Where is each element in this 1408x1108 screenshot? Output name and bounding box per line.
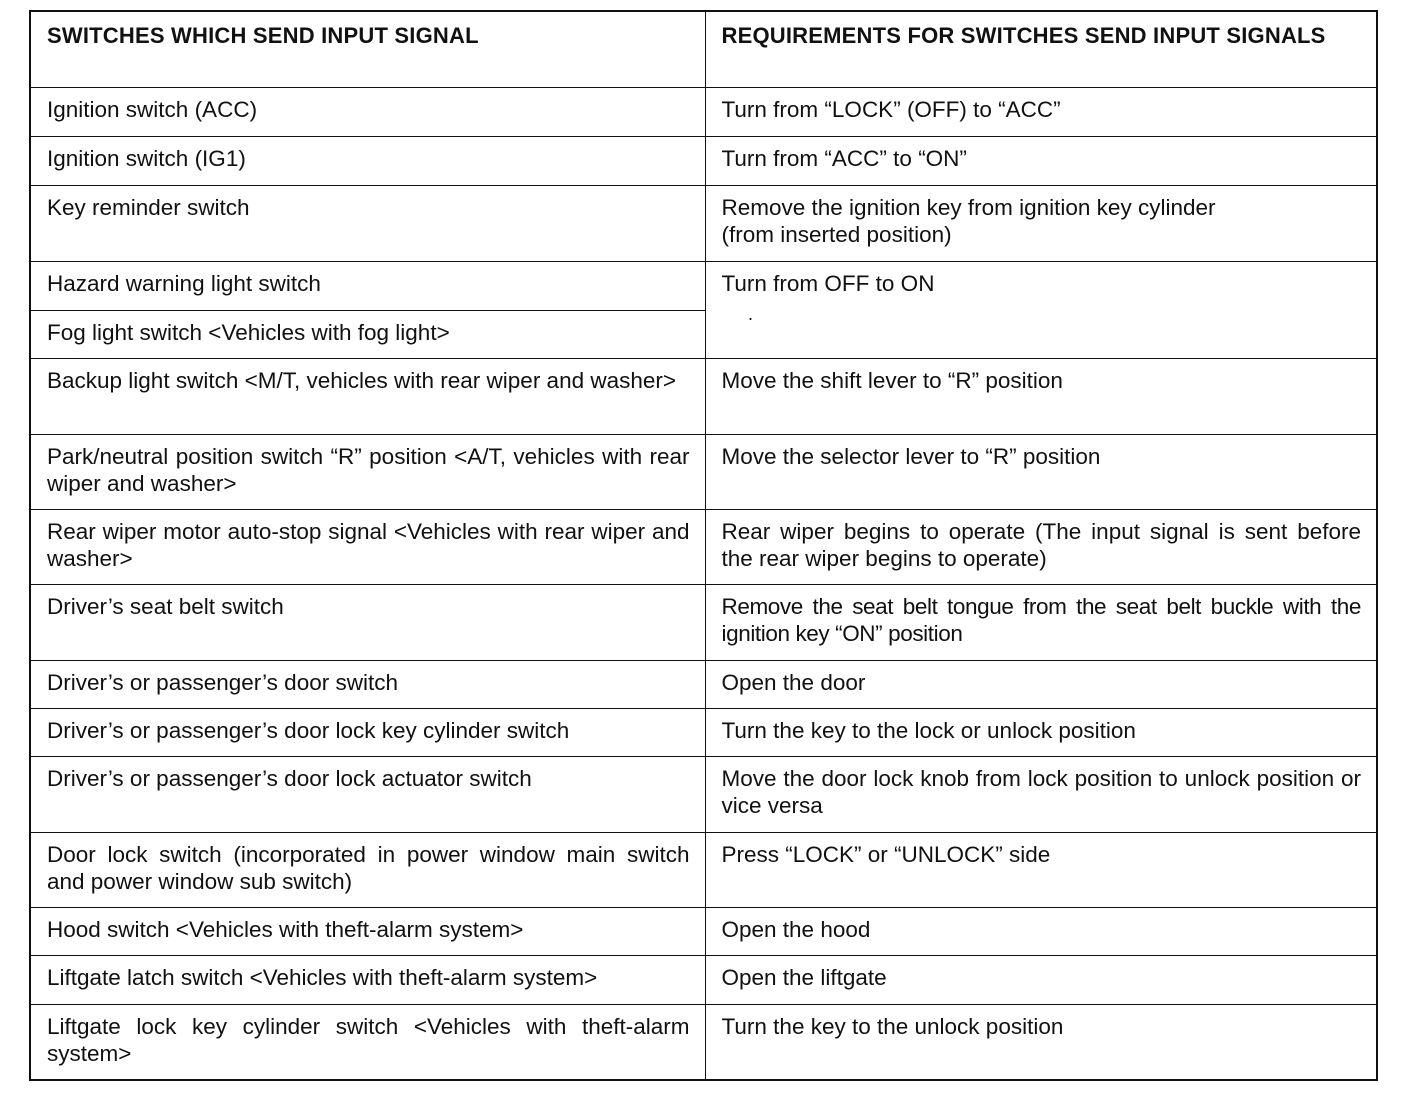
table-row	[30, 756, 1377, 832]
switch-cell: Liftgate lock key cylinder switch <Vehicles with theft-alarm system>	[30, 1004, 705, 1080]
table-row	[30, 907, 1377, 955]
switch-cell: Driver’s seat belt switch	[30, 584, 705, 660]
switch-cell: Ignition switch (IG1)	[30, 136, 705, 185]
header-requirements: REQUIREMENTS FOR SWITCHES SEND INPUT SIGNALS	[705, 11, 1377, 87]
switch-cell: Ignition switch (ACC)	[30, 87, 705, 136]
header-row	[30, 11, 1377, 87]
table-row	[30, 584, 1377, 660]
requirement-cell: Press “LOCK” or “UNLOCK” side	[705, 832, 1377, 907]
requirement-cell: Open the hood	[705, 907, 1377, 955]
switch-cell: Driver’s or passenger’s door switch	[30, 660, 705, 708]
switch-cell: Door lock switch (incorporated in power window main switch and power window sub switch)	[30, 832, 705, 907]
requirement-cell: Turn the key to the unlock position	[705, 1004, 1377, 1080]
switch-cell: Hazard warning light switch	[30, 261, 705, 310]
switch-cell: Liftgate latch switch <Vehicles with theft-alarm system>	[30, 955, 705, 1004]
table-row	[30, 434, 1377, 509]
table-row	[30, 358, 1377, 434]
switch-cell: Rear wiper motor auto-stop signal <Vehicles with rear wiper and washer>	[30, 509, 705, 584]
table-row	[30, 955, 1377, 1004]
switch-cell: Backup light switch <M/T, vehicles with rear wiper and washer>	[30, 358, 705, 434]
requirement-cell: Move the selector lever to “R” position	[705, 434, 1377, 509]
switch-input-table	[29, 10, 1378, 1081]
table-row	[30, 87, 1377, 136]
requirement-text: Turn from OFF to ON	[721, 270, 935, 296]
table-row	[30, 708, 1377, 756]
requirement-cell: Rear wiper begins to operate (The input signal is sent before the rear wiper begins to operate)	[705, 509, 1377, 584]
requirement-line: Remove the ignition key from ignition key cylinder	[721, 194, 1216, 220]
table-row	[30, 261, 1377, 310]
switch-cell: Driver’s or passenger’s door lock key cylinder switch	[30, 708, 705, 756]
requirement-cell: Turn from “ACC” to “ON”	[705, 136, 1377, 185]
requirement-cell: Remove the seat belt tongue from the seat belt buckle with the ignition key “ON” position	[705, 584, 1377, 660]
table-row	[30, 660, 1377, 708]
stray-mark: ·	[747, 307, 754, 328]
table-row	[30, 832, 1377, 907]
requirement-cell: Open the liftgate	[705, 955, 1377, 1004]
table-row	[30, 1004, 1377, 1080]
table-row	[30, 509, 1377, 584]
table-row	[30, 185, 1377, 261]
switch-cell: Key reminder switch	[30, 185, 705, 261]
switch-cell: Park/neutral position switch “R” position <A/T, vehicles with rear wiper and washer>	[30, 434, 705, 509]
requirement-cell: Turn the key to the lock or unlock position	[705, 708, 1377, 756]
requirement-cell: Turn from “LOCK” (OFF) to “ACC”	[705, 87, 1377, 136]
requirement-cell: Open the door	[705, 660, 1377, 708]
switch-cell: Hood switch <Vehicles with theft-alarm system>	[30, 907, 705, 955]
switch-cell: Driver’s or passenger’s door lock actuator switch	[30, 756, 705, 832]
table-row	[30, 136, 1377, 185]
requirement-cell: Move the shift lever to “R” position	[705, 358, 1377, 434]
requirement-cell	[705, 185, 1377, 261]
requirement-line: (from inserted position)	[721, 221, 952, 247]
requirement-cell	[705, 261, 1377, 358]
switch-cell: Fog light switch <Vehicles with fog light>	[30, 310, 705, 358]
requirement-cell: Move the door lock knob from lock position to unlock position or vice versa	[705, 756, 1377, 832]
header-switches: SWITCHES WHICH SEND INPUT SIGNAL	[30, 11, 705, 87]
